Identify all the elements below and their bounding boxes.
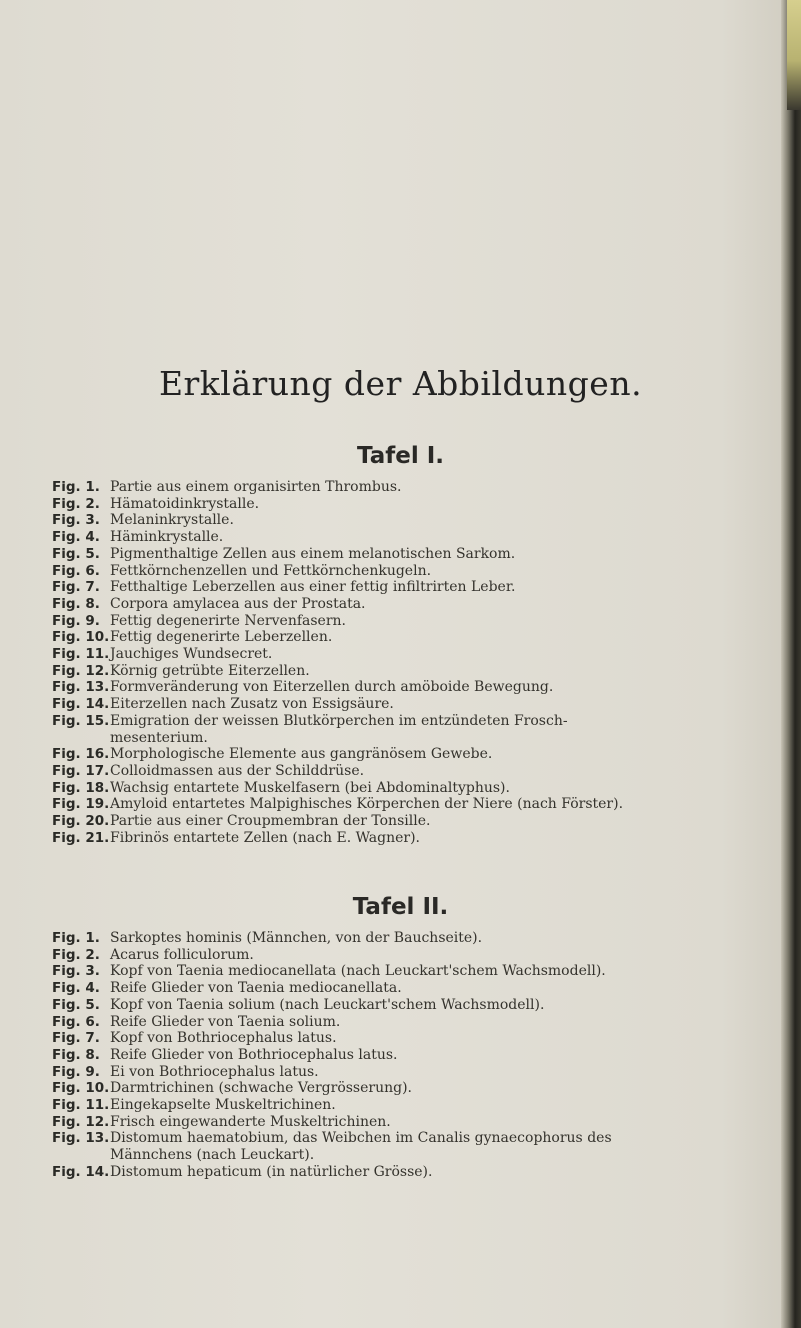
figure-caption: Distomum haematobium, das Weibchen im Canalis gynaecophorus des	[110, 1130, 612, 1147]
figure-entry	[52, 679, 792, 696]
page-heading: Erklärung der Abbildungen.	[158, 364, 643, 403]
figure-label: Fig. 6.	[52, 562, 100, 579]
figure-caption: Reife Glieder von Taenia mediocanellata.	[110, 980, 402, 997]
figure-entry	[52, 1097, 792, 1114]
figure-label: Fig. 7.	[52, 1030, 100, 1047]
figure-label: Fig. 10.	[52, 629, 110, 646]
figure-entry	[52, 796, 792, 813]
figure-entry	[52, 963, 792, 980]
figure-caption: Emigration der weissen Blutkörperchen im entzündeten Frosch-	[110, 712, 568, 729]
figure-caption: Corpora amylacea aus der Prostata.	[110, 595, 366, 612]
figure-label: Fig. 12.	[52, 662, 110, 679]
figure-caption: Kopf von Taenia solium (nach Leuckart'schem Wachsmodell).	[110, 996, 545, 1013]
plate-1-title: Tafel I.	[356, 443, 445, 469]
figure-caption: Fettkörnchenzellen und Fettkörnchenkugeln.	[110, 562, 432, 579]
figure-caption: Distomum hepaticum (in natürlicher Grösse).	[110, 1163, 433, 1180]
figure-caption: Fetthaltige Leberzellen aus einer fettig infiltrirten Leber.	[110, 579, 516, 596]
figure-label: Fig. 9.	[52, 1063, 100, 1080]
figure-caption: mesenterium.	[110, 729, 208, 746]
figure-label: Fig. 2.	[52, 495, 100, 512]
figure-label: Fig. 21.	[52, 829, 110, 846]
figure-caption: Frisch eingewanderte Muskeltrichinen.	[110, 1113, 391, 1130]
figure-caption: Fibrinös entartete Zellen (nach E. Wagner).	[110, 829, 421, 846]
figure-caption: Körnig getrübte Eiterzellen.	[110, 662, 310, 679]
figure-entry	[52, 1114, 792, 1131]
figure-caption: Partie aus einem organisirten Thrombus.	[110, 479, 402, 495]
figure-entry	[52, 930, 792, 947]
figure-entry	[52, 529, 792, 546]
figure-entry	[52, 563, 792, 580]
figure-label: Fig. 3.	[52, 963, 100, 980]
figure-label: Fig. 14.	[52, 696, 110, 713]
figure-label: Fig. 1.	[52, 930, 100, 946]
figure-entry	[52, 696, 792, 713]
figure-caption: Acarus folliculorum.	[110, 946, 254, 963]
figure-entry	[52, 629, 792, 646]
figure-label: Fig. 7.	[52, 579, 100, 596]
plate-2-figure-list	[52, 930, 792, 1181]
figure-entry	[52, 596, 792, 613]
figure-caption: Häminkrystalle.	[110, 529, 224, 546]
figure-entry	[52, 763, 792, 780]
figure-entry	[52, 1014, 792, 1031]
figure-label: Fig. 3.	[52, 512, 100, 529]
plate-2-title: Tafel II.	[352, 894, 449, 920]
figure-label: Fig. 1.	[52, 479, 100, 495]
figure-label: Fig. 11.	[52, 1097, 110, 1114]
figure-label: Fig. 18.	[52, 779, 110, 796]
figure-entry	[52, 780, 792, 797]
figure-label: Fig. 13.	[52, 1130, 110, 1147]
figure-entry	[52, 546, 792, 563]
figure-entry-continuation	[52, 1147, 792, 1164]
figure-entry	[52, 746, 792, 763]
figure-label: Fig. 12.	[52, 1113, 110, 1130]
figure-caption: Männchens (nach Leuckart).	[110, 1147, 315, 1164]
figure-entry	[52, 1080, 792, 1097]
figure-entry	[52, 579, 792, 596]
figure-label: Fig. 13.	[52, 679, 110, 696]
figure-entry	[52, 496, 792, 513]
figure-label: Fig. 8.	[52, 1046, 100, 1063]
figure-caption: Partie aus einer Croupmembran der Tonsille.	[110, 813, 431, 830]
figure-caption: Reife Glieder von Taenia solium.	[110, 1013, 341, 1030]
page-edge-tab	[787, 0, 801, 110]
figure-caption: Colloidmassen aus der Schilddrüse.	[110, 762, 365, 779]
figure-caption: Pigmenthaltige Zellen aus einem melanotischen Sarkom.	[110, 545, 516, 562]
figure-caption: Morphologische Elemente aus gangränösem Gewebe.	[110, 746, 493, 763]
figure-label: Fig. 4.	[52, 529, 100, 546]
figure-caption: Fettig degenerirte Leberzellen.	[110, 629, 333, 646]
figure-entry	[52, 479, 792, 496]
figure-label: Fig. 2.	[52, 946, 100, 963]
figure-entry	[52, 980, 792, 997]
figure-caption: Kopf von Taenia mediocanellata (nach Leuckart'schem Wachsmodell).	[110, 963, 606, 980]
figure-label: Fig. 15.	[52, 712, 110, 729]
figure-entry	[52, 512, 792, 529]
figure-label: Fig. 5.	[52, 996, 100, 1013]
figure-entry	[52, 1030, 792, 1047]
figure-caption: Reife Glieder von Bothriocephalus latus.	[110, 1046, 398, 1063]
plate-1-figure-list	[52, 479, 792, 846]
figure-label: Fig. 17.	[52, 762, 110, 779]
figure-label: Fig. 11.	[52, 646, 110, 663]
figure-entry	[52, 646, 792, 663]
figure-label: Fig. 20.	[52, 813, 110, 830]
figure-entry	[52, 713, 792, 730]
figure-entry	[52, 1130, 792, 1147]
figure-entry	[52, 997, 792, 1014]
figure-entry	[52, 663, 792, 680]
figure-entry	[52, 813, 792, 830]
figure-label: Fig. 14.	[52, 1163, 110, 1180]
figure-caption: Kopf von Bothriocephalus latus.	[110, 1030, 337, 1047]
figure-caption: Eingekapselte Muskeltrichinen.	[110, 1097, 336, 1114]
figure-label: Fig. 8.	[52, 595, 100, 612]
figure-caption: Eiterzellen nach Zusatz von Essigsäure.	[110, 696, 394, 713]
figure-entry	[52, 1064, 792, 1081]
figure-caption: Formveränderung von Eiterzellen durch amöboide Bewegung.	[110, 679, 554, 696]
figure-label: Fig. 16.	[52, 746, 110, 763]
figure-label: Fig. 19.	[52, 796, 110, 813]
figure-entry	[52, 1164, 792, 1181]
figure-label: Fig. 4.	[52, 980, 100, 997]
figure-caption: Darmtrichinen (schwache Vergrösserung).	[110, 1080, 413, 1097]
figure-entry	[52, 830, 792, 847]
figure-entry-continuation	[52, 730, 792, 747]
figure-caption: Hämatoidinkrystalle.	[110, 495, 260, 512]
figure-entry	[52, 947, 792, 964]
figure-label: Fig. 9.	[52, 612, 100, 629]
figure-label: Fig. 5.	[52, 545, 100, 562]
figure-caption: Jauchiges Wundsecret.	[110, 646, 273, 663]
figure-caption: Wachsig entartete Muskelfasern (bei Abdominaltyphus).	[110, 779, 510, 796]
figure-label: Fig. 6.	[52, 1013, 100, 1030]
figure-entry	[52, 1047, 792, 1064]
figure-caption: Sarkoptes hominis (Männchen, von der Bauchseite).	[110, 930, 483, 946]
figure-caption: Ei von Bothriocephalus latus.	[110, 1063, 319, 1080]
figure-caption: Fettig degenerirte Nervenfasern.	[110, 612, 346, 629]
figure-caption: Amyloid entartetes Malpighisches Körperchen der Niere (nach Förster).	[110, 796, 624, 813]
figure-caption: Melaninkrystalle.	[110, 512, 234, 529]
figure-label: Fig. 10.	[52, 1080, 110, 1097]
figure-entry	[52, 613, 792, 630]
